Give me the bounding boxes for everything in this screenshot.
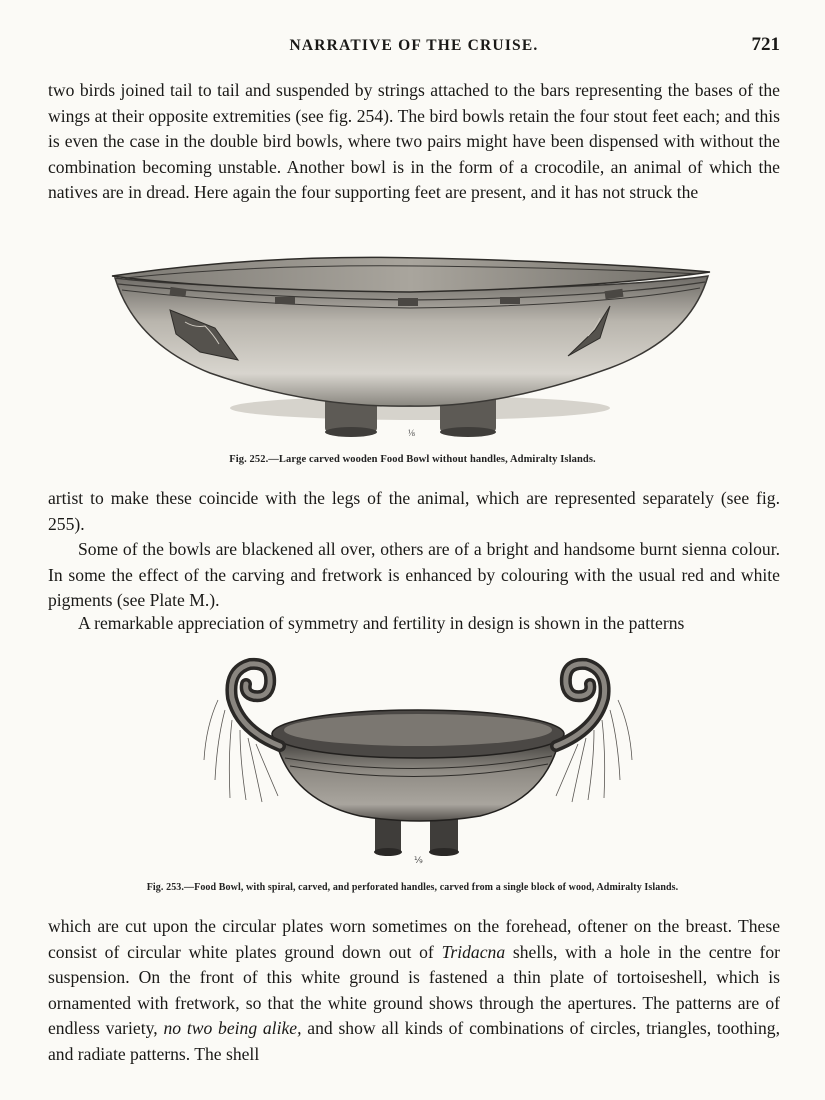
running-head [48,34,780,60]
figure-caption: Fig. 253.—Food Bowl, with spiral, carved, and perforated handles, carved from a single block of wood, Admiralty Islands. [146,882,679,893]
figure-252 [0,248,825,470]
paragraph-5 [48,914,780,1068]
paragraph-5-text: and show all kinds of combinations of circles, triangles, toothing, and radiate patterns. The shell [48,1018,780,1064]
spiral-handled-bowl-illustration [0,650,825,865]
paragraph-5-italic-tridacna: Tridacna [441,941,506,962]
paragraph-5-text: which are cut upon the circular plates worn sometimes on the forehead, oftener on the breast. These consist of circular white plates ground down out of [48,916,780,962]
figure-caption: Fig. 252.—Large carved wooden Food Bowl without handles, Admiralty Islands. [229,454,596,465]
page-number: 721 [751,34,780,55]
paragraph-5-italic-phrase: no two being alike, [163,1018,302,1039]
paragraph-5-text: shells, with a hole in the centre for suspension. On the front of this white ground is fastened a thin plate of tortoiseshell, which is ornamented with fretwork, so that the white ground shows through the apertures. The patterns are of endless variety, [48,941,780,1039]
scale-mark: ⅛ [408,428,415,438]
paragraph-2: artist to make these coincide with the legs of the animal, which are represented separately (see fig. 255). [48,488,780,534]
scale-mark: ⅑ [414,855,423,865]
paragraph-3: Some of the bowls are blackened all over, others are of a bright and handsome burnt sienna colour. In some the effect of the carving and fretwork is enhanced by colouring with the usual red and white pigments (see Plate M.). [48,539,780,611]
figure-253 [0,650,825,902]
carved-food-bowl-illustration [0,248,825,448]
paragraph-4: A remarkable appreciation of symmetry and fertility in design is shown in the patterns [78,613,685,633]
paragraph-1: two birds joined tail to tail and suspended by strings attached to the bars representing the bases of the wings at their opposite extremities (see fig. 254). The bird bowls retain the four stout feet each; and this is even the case in the double bird bowls, where two pairs might have been dispensed with without the combination becoming unstable. Another bowl is in the form of a crocodile, an animal of which the natives are in dread. Here again the four supporting feet are present, and it has not struck the [48,80,780,203]
running-title: NARRATIVE OF THE CRUISE. [289,37,539,54]
